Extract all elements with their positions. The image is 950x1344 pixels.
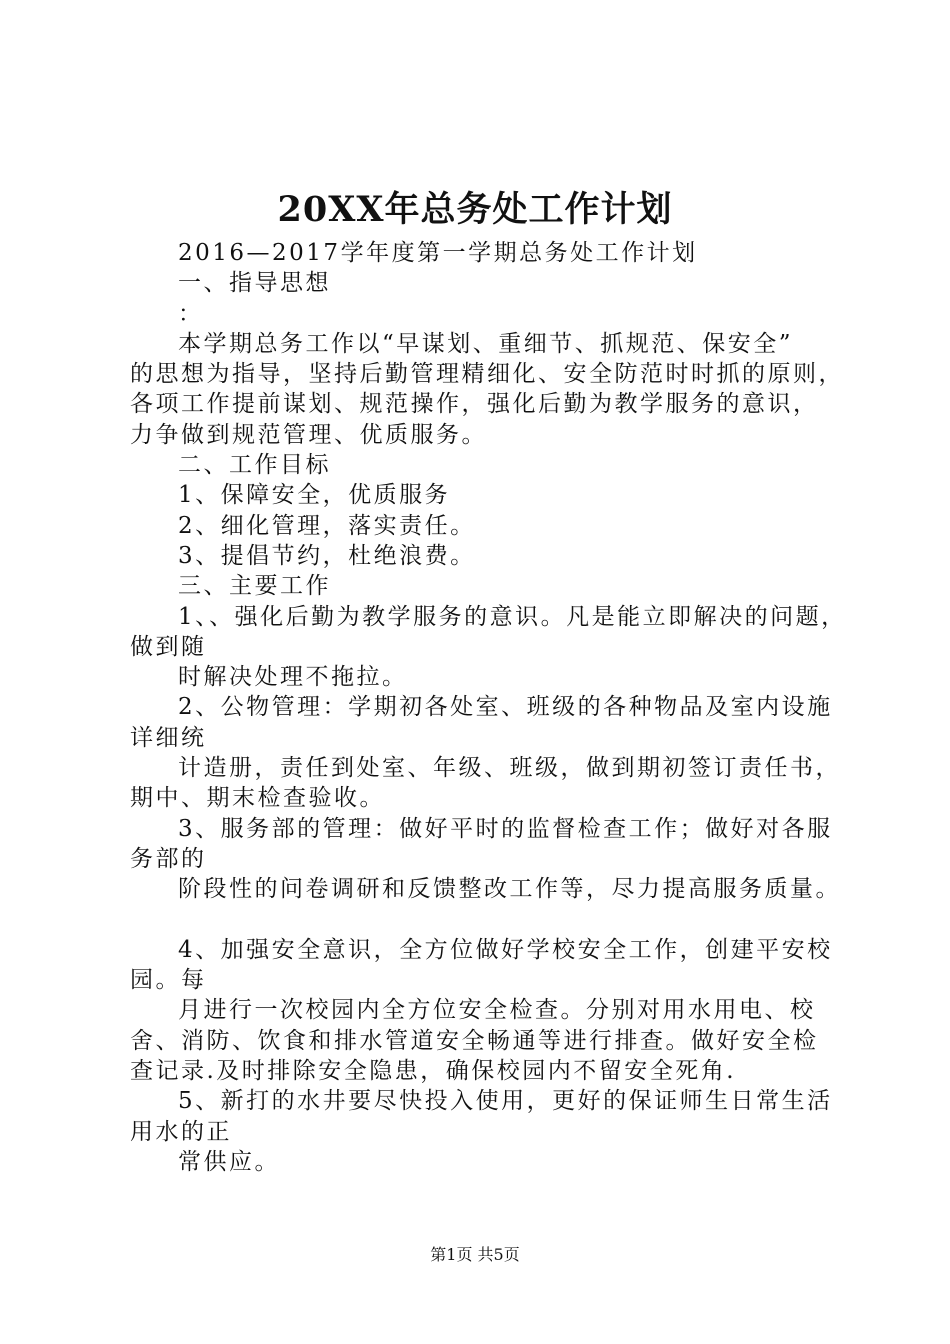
text-line: 用水的正 — [130, 1118, 232, 1145]
text-line: 一、指导思想 — [178, 270, 331, 297]
text-line: 1、保障安全，优质服务 — [178, 482, 451, 509]
text-line: 舍、消防、饮食和排水管道安全畅通等进行排查。做好安全检 — [130, 1027, 819, 1054]
document-body — [130, 238, 855, 1177]
text-line: 三、主要工作 — [178, 573, 331, 600]
text-line: 园。每 — [130, 967, 207, 994]
document-title: 20XX年总务处工作计划 — [277, 189, 673, 230]
text-line: 2、公物管理：学期初各处室、班级的各种物品及室内设施 — [178, 694, 833, 721]
text-line: 期中、期末检查验收。 — [130, 785, 385, 812]
text-line: 本学期总务工作以“早谋划、重细节、抓规范、保安全” — [178, 330, 794, 357]
text-line: 各项工作提前谋划、规范操作，强化后勤为教学服务的意识， — [130, 391, 819, 418]
text-line: 2、细化管理，落实责任。 — [178, 512, 476, 539]
text-line: 查记录.及时排除安全隐患，确保校园内不留安全死角. — [130, 1058, 737, 1085]
text-line: 3、提倡节约，杜绝浪费。 — [178, 542, 476, 569]
text-line: 1、、强化后勤为教学服务的意识。凡是能立即解决的问题， — [178, 603, 847, 630]
text-line: ： — [178, 300, 204, 327]
text-line: 常供应。 — [178, 1148, 280, 1175]
text-line: 详细统 — [130, 724, 207, 751]
text-line: 阶段性的问卷调研和反馈整改工作等，尽力提高服务质量。 — [178, 876, 841, 903]
text-line: 月进行一次校园内全方位安全检查。分别对用水用电、校 — [178, 997, 816, 1024]
text-line: 2016—2017学年度第一学期总务处工作计划 — [178, 240, 698, 266]
text-line: 5、新打的水井要尽快投入使用，更好的保证师生日常生活 — [178, 1088, 833, 1115]
text-line: 二、工作目标 — [178, 452, 331, 479]
text-line: 做到随 — [130, 633, 207, 660]
text-line: 时解决处理不拖拉。 — [178, 664, 408, 691]
page-footer: 第1页 共5页 — [430, 1245, 520, 1264]
text-line: 的思想为指导，坚持后勤管理精细化、安全防范时时抓的原则， — [130, 361, 844, 388]
text-line: 3、服务部的管理：做好平时的监督检查工作；做好对各服 — [178, 815, 833, 842]
text-line: 务部的 — [130, 845, 207, 872]
blank-line — [130, 905, 855, 935]
text-line: 计造册，责任到处室、年级、班级，做到期初签订责任书， — [178, 755, 841, 782]
text-line: 4、加强安全意识，全方位做好学校安全工作，创建平安校 — [178, 936, 833, 963]
text-line: 力争做到规范管理、优质服务。 — [130, 421, 487, 448]
